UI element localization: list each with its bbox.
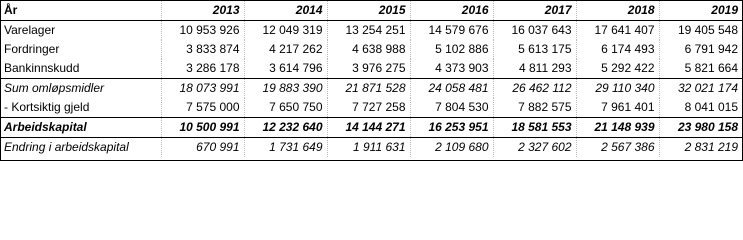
value-cell[interactable]: 5 613 175 [493, 40, 576, 59]
value-cell[interactable]: 3 833 874 [161, 40, 244, 59]
header-year-cell[interactable]: 2013 [161, 1, 244, 21]
value-cell[interactable]: 7 727 258 [327, 98, 410, 118]
value-cell[interactable]: 10 953 926 [161, 21, 244, 41]
value-cell[interactable]: 32 021 174 [659, 79, 742, 99]
value-cell[interactable]: 14 579 676 [410, 21, 493, 41]
value-cell[interactable]: 13 254 251 [327, 21, 410, 41]
value-cell[interactable]: 6 791 942 [659, 40, 742, 59]
value-cell[interactable]: 2 831 219 [659, 138, 742, 158]
value-cell[interactable]: 18 581 553 [493, 118, 576, 138]
value-cell[interactable]: 4 373 903 [410, 59, 493, 79]
value-cell[interactable]: 7 961 401 [576, 98, 659, 118]
header-row [1, 1, 742, 21]
table-row-kortsiktig-gjeld [1, 98, 742, 118]
value-cell[interactable]: 17 641 407 [576, 21, 659, 41]
value-cell[interactable]: 5 102 886 [410, 40, 493, 59]
row-label-cell[interactable]: Fordringer [4, 42, 60, 56]
value-cell[interactable]: 4 638 988 [327, 40, 410, 59]
value-cell[interactable]: 7 804 530 [410, 98, 493, 118]
value-cell[interactable]: 19 883 390 [244, 79, 327, 99]
table-row-bankinnskudd [1, 59, 742, 79]
value-cell[interactable]: 670 991 [161, 138, 244, 158]
row-label-cell[interactable]: Sum omløpsmidler [1, 79, 161, 99]
value-cell[interactable]: 21 148 939 [576, 118, 659, 138]
value-cell[interactable]: 12 049 319 [244, 21, 327, 41]
row-label-cell[interactable]: Bankinnskudd [4, 61, 80, 75]
value-cell[interactable]: 29 110 340 [576, 79, 659, 99]
value-cell[interactable]: 7 575 000 [161, 98, 244, 118]
row-label-cell[interactable]: Varelager [4, 23, 56, 37]
value-cell[interactable]: 26 462 112 [493, 79, 576, 99]
header-year-cell[interactable]: 2018 [576, 1, 659, 21]
value-cell[interactable]: 16 253 951 [410, 118, 493, 138]
table-row-fordringer [1, 40, 742, 59]
value-cell[interactable]: 18 073 991 [161, 79, 244, 99]
value-cell[interactable]: 24 058 481 [410, 79, 493, 99]
header-year-cell[interactable]: 2016 [410, 1, 493, 21]
header-year-cell[interactable]: 2019 [659, 1, 742, 21]
value-cell[interactable]: 16 037 643 [493, 21, 576, 41]
value-cell[interactable]: 1 911 631 [327, 138, 410, 158]
row-label-cell[interactable]: Endring i arbeidskapital [4, 140, 129, 154]
value-cell[interactable]: 2 327 602 [493, 138, 576, 158]
header-label-cell[interactable]: År [1, 1, 161, 21]
value-cell[interactable]: 2 109 680 [410, 138, 493, 158]
value-cell[interactable]: 14 144 271 [327, 118, 410, 138]
row-label-cell[interactable]: Arbeidskapital [1, 118, 161, 138]
value-cell[interactable]: 4 217 262 [244, 40, 327, 59]
value-cell[interactable]: 12 232 640 [244, 118, 327, 138]
header-year-cell[interactable]: 2017 [493, 1, 576, 21]
value-cell[interactable]: 3 286 178 [161, 59, 244, 79]
working-capital-table [1, 1, 742, 157]
value-cell[interactable]: 7 650 750 [244, 98, 327, 118]
value-cell[interactable]: 5 292 422 [576, 59, 659, 79]
row-label-cell[interactable]: - Kortsiktig gjeld [4, 100, 90, 114]
header-year-cell[interactable]: 2014 [244, 1, 327, 21]
table-row-varelager [1, 21, 742, 41]
value-cell[interactable]: 5 821 664 [659, 59, 742, 79]
value-cell[interactable]: 23 980 158 [659, 118, 742, 138]
table-row-arbeidskapital [1, 118, 742, 138]
value-cell[interactable]: 8 041 015 [659, 98, 742, 118]
value-cell[interactable]: 7 882 575 [493, 98, 576, 118]
value-cell[interactable]: 2 567 386 [576, 138, 659, 158]
value-cell[interactable]: 19 405 548 [659, 21, 742, 41]
value-cell[interactable]: 21 871 528 [327, 79, 410, 99]
table-row-sum-omlopsmidler [1, 79, 742, 99]
value-cell[interactable]: 4 811 293 [493, 59, 576, 79]
value-cell[interactable]: 6 174 493 [576, 40, 659, 59]
value-cell[interactable]: 3 976 275 [327, 59, 410, 79]
table-row-endring-arbeidskapital [1, 138, 742, 158]
header-year-cell[interactable]: 2015 [327, 1, 410, 21]
value-cell[interactable]: 1 731 649 [244, 138, 327, 158]
value-cell[interactable]: 10 500 991 [161, 118, 244, 138]
value-cell[interactable]: 3 614 796 [244, 59, 327, 79]
